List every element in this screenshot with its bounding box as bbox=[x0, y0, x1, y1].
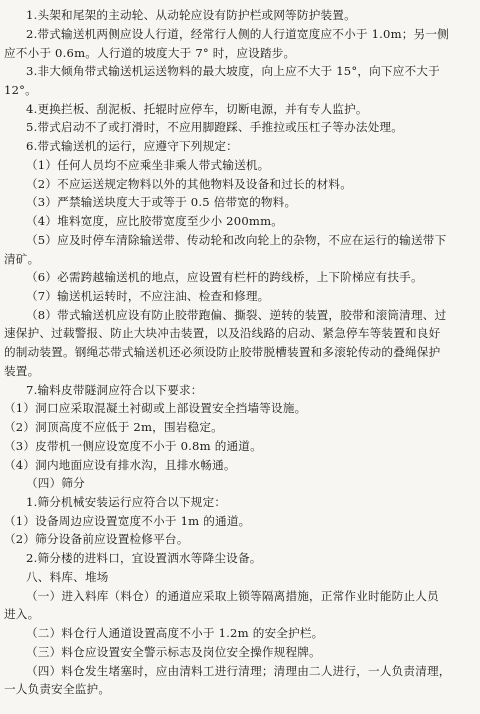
text-line: （3）皮带机一侧应设宽度不小于 0.8m 的通道。 bbox=[4, 438, 262, 453]
text-line: 7.输料皮带隧洞应符合以下要求： bbox=[26, 382, 203, 397]
text-line: 八、料库、堆场 bbox=[26, 569, 109, 584]
text-line: （5）应及时停车清除输送带、传动轮和改向轮上的杂物，不应在运行的输送带下 bbox=[26, 232, 447, 247]
text-line: （1）设备周边应设置宽度不小于 1m 的通道。 bbox=[4, 513, 251, 528]
text-line: （4）堆料宽度，应比胶带宽度至少小 200mm。 bbox=[26, 214, 284, 228]
text-line: （三）料仓应设置安全警示标志及岗位安全操作规程牌。 bbox=[26, 644, 321, 659]
text-line: （4）洞内地面应设有排水沟，且排水畅通。 bbox=[4, 457, 236, 472]
text-line: （1）任何人员均不应乘坐非乘人带式输送机。 bbox=[26, 157, 270, 172]
text-line: 进入。 bbox=[4, 607, 40, 622]
text-line: （3）严禁输送块度大于或等于 0.5 倍带宽的物料。 bbox=[26, 195, 297, 210]
text-line: （2）筛分设备前应设置检修平台。 bbox=[4, 532, 189, 547]
text-line: 应不小于 0.6m。人行道的坡度大于 7° 时，应设踏步。 bbox=[4, 45, 296, 60]
text-line: 一人负责安全监护。 bbox=[4, 682, 111, 697]
text-line: （一）进入料库（料仓）的通道应采取上锁等隔离措施，正常作业时能防止人员 bbox=[26, 588, 439, 603]
text-line: （6）必需跨越输送机的地点，应设置有栏杆的跨线桥，上下阶梯应有扶手。 bbox=[26, 270, 423, 285]
text-line: （2）不应运送规定物料以外的其他物料及设备和过长的材料。 bbox=[26, 176, 353, 191]
text-line: （8）带式输送机应设有防止胶带跑偏、撕裂、逆转的装置，胶带和滚筒清理、过 bbox=[26, 307, 447, 322]
text-line: 1.头架和尾架的主动轮、从动轮应设有防护栏或网等防护装置。 bbox=[26, 8, 356, 22]
text-line: 4.更换拦板、刮泥板、托辊时应停车，切断电源，并有专人监护。 bbox=[26, 101, 368, 116]
text-line: 3.非大倾角带式输送机运送物料的最大坡度，向上应不大于 15°，向下应不大于 bbox=[26, 64, 440, 79]
text-line: （1）洞口应采取混凝土衬砌或上部设置安全挡墙等设施。 bbox=[4, 401, 307, 416]
text-line: 装置。 bbox=[4, 363, 40, 378]
text-line: （2）洞顶高度不应低于 2m，围岩稳定。 bbox=[4, 420, 223, 435]
text-line: 6.带式输送机的运行，应遵守下列规定： bbox=[26, 139, 238, 154]
text-line: （四）料仓发生堵塞时，应由清料工进行清理；清理由二人进行，一人负责清理， bbox=[26, 663, 451, 678]
text-line: 5.带式启动不了或打滑时，不应用脚蹬踩、手推拉或压杠子等办法处理。 bbox=[26, 120, 404, 135]
text-line: 速保护、过载警报、防止大块冲击装置，以及沿线路的启动、紧急停车等装置和良好 bbox=[4, 326, 441, 341]
text-line: 12°。 bbox=[4, 82, 37, 97]
text-line: （四）筛分 bbox=[26, 476, 85, 491]
text-line: 2.带式输送机两侧应设人行道，经常行人侧的人行道宽度应不小于 1.0m；另一侧 bbox=[26, 26, 449, 41]
text-line: 2.筛分楼的进料口，宜设置洒水等降尘设备。 bbox=[26, 551, 262, 566]
text-line: 1.筛分机械安装运行应符合以下规定： bbox=[26, 495, 227, 509]
text-line: （7）输送机运转时，不应注油、检查和修理。 bbox=[26, 288, 270, 303]
text-line: （二）料仓行人通道设置高度不小于 1.2m 的安全护栏。 bbox=[26, 626, 324, 641]
text-line: 清矿。 bbox=[4, 251, 40, 266]
text-line: 的制动装置。钢绳芯带式输送机还必须设防止胶带脱槽装置和多滚轮传动的叠绳保护 bbox=[4, 345, 441, 360]
